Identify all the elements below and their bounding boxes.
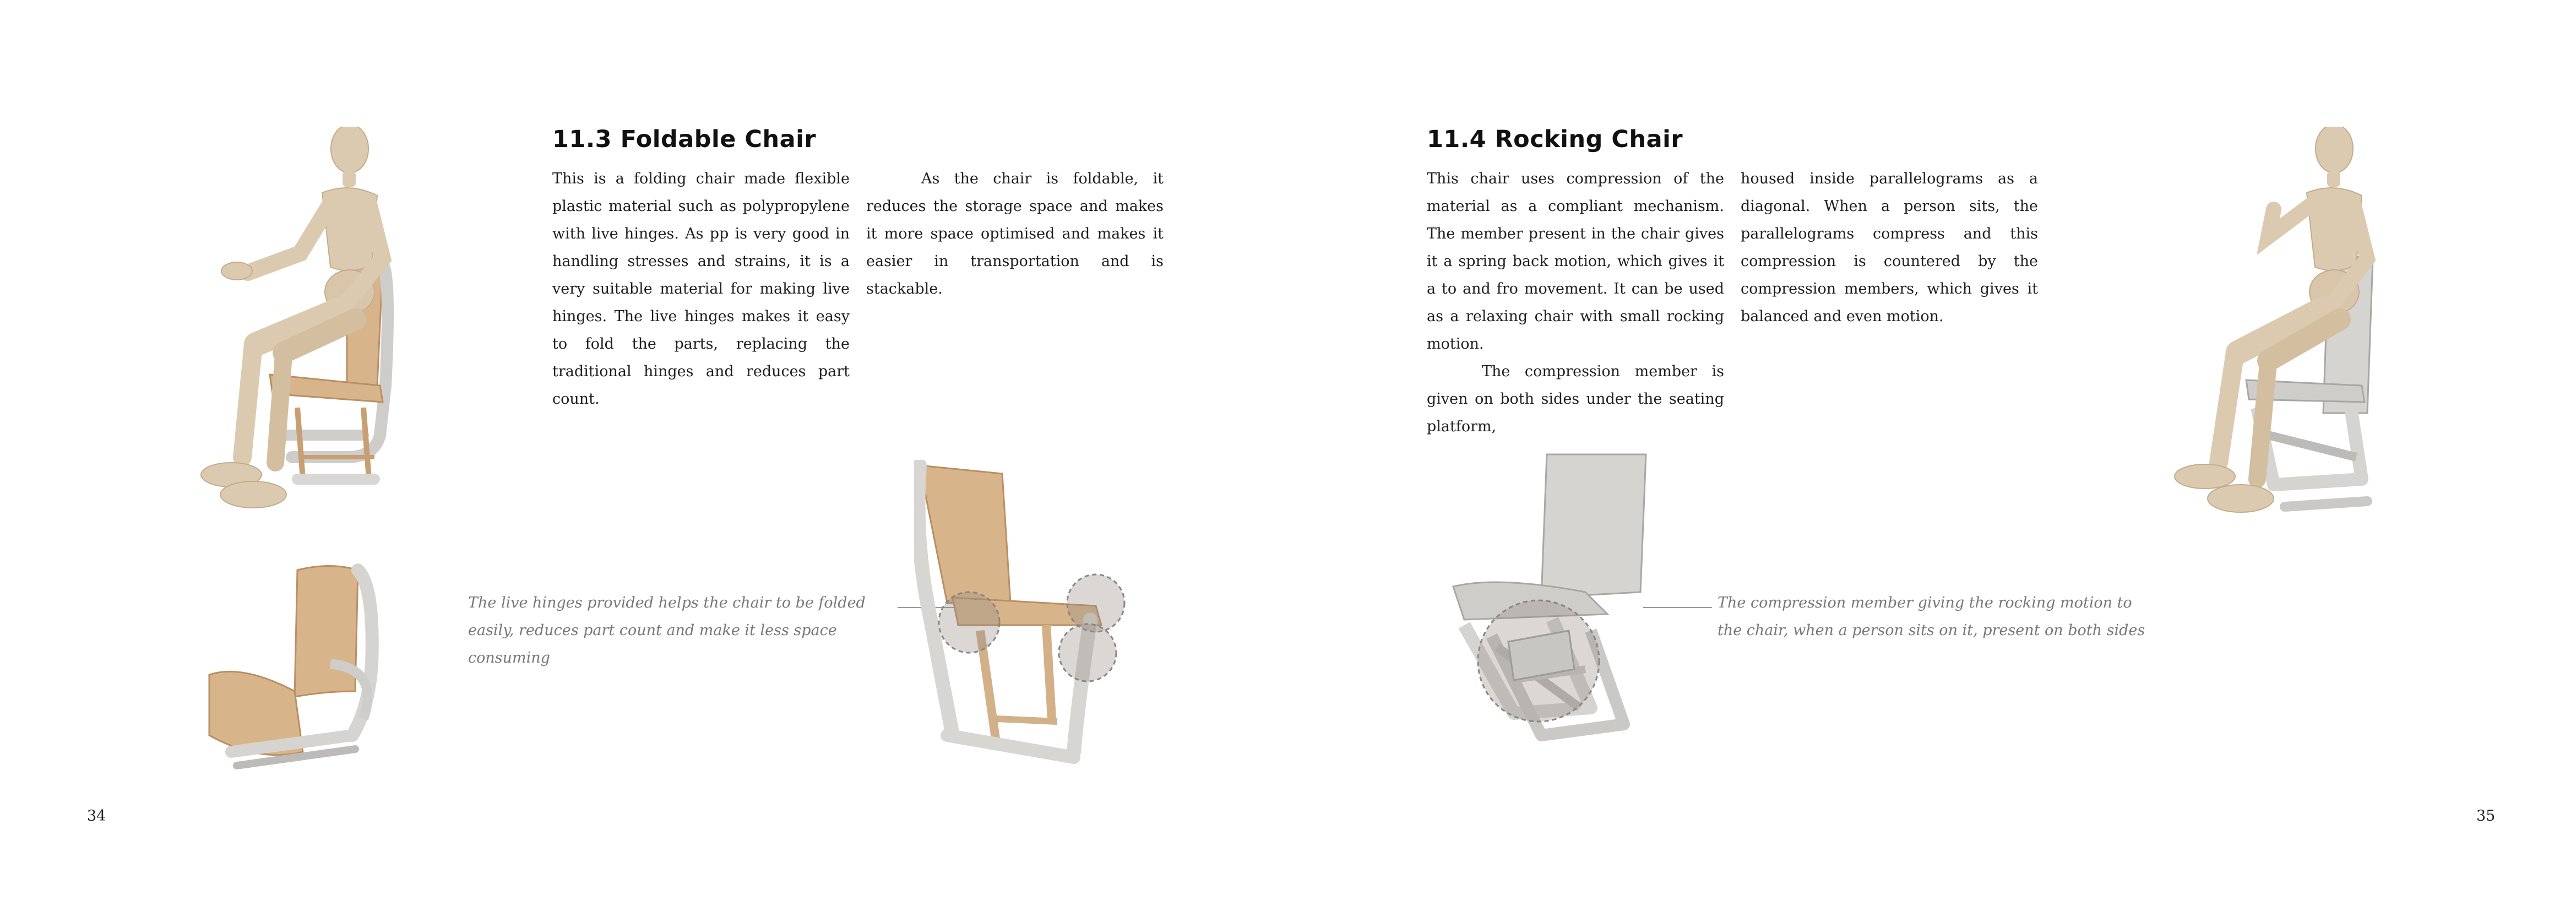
page-number-left: 34	[87, 807, 106, 825]
rocking-body-column-1	[1427, 165, 1724, 441]
foldable-paragraph-2: As the chair is foldable, it reduces the storage space and makes it more space optimised and makes it easier in transportation and is stackable.	[866, 170, 1164, 297]
section-title-rocking-chair: 11.4 Rocking Chair	[1427, 126, 1683, 153]
folded-chair-photo	[198, 554, 385, 774]
rocking-caption-leader-line	[1643, 607, 1712, 608]
mannequin-on-foldable-chair-photo	[165, 127, 402, 512]
foldable-chair-hinge-detail-photo	[914, 460, 1156, 768]
rocking-caption: The compression member giving the rocking motion to the chair, when a person sits on it, present on both sides	[1718, 594, 2145, 639]
rocking-paragraph-2: The compression member is given on both sides under the seating platform,	[1427, 363, 1724, 435]
foldable-paragraph-1: This is a folding chair made flexible plastic material such as polypropylene with live hinges. As pp is very good in handling stresses and strains, it is a very suitable material for making live hinges. The live hinges makes it easy to fold the parts, replacing the traditional hinges and reduces part count.	[552, 170, 850, 408]
right-page	[1288, 0, 2576, 911]
foldable-caption: The live hinges provided helps the chair to be folded easily, reduces part count and make it less space consuming	[468, 594, 866, 666]
rocking-chair-compression-detail-photo	[1442, 449, 1673, 768]
rocking-paragraph-1: This chair uses compression of the material as a compliant mechanism. The member present in the chair gives it a spring back motion, which gives it a to and fro movement. It can be used as a relaxing chair with small rocking motion.	[1427, 170, 1724, 353]
mannequin-on-rocking-chair-photo	[2131, 127, 2389, 534]
rocking-paragraph-3: housed inside parallelograms as a diagonal. When a person sits, the parallelograms compress and this compression is countered by the compression members, which gives it balanced and even motion.	[1741, 170, 2038, 325]
page-number-right: 35	[2476, 807, 2496, 825]
rocking-body-column-2	[1741, 165, 2038, 330]
foldable-body-column-2	[866, 165, 1164, 303]
foldable-body-column-1	[552, 165, 850, 413]
section-title-foldable-chair: 11.3 Foldable Chair	[552, 126, 817, 153]
